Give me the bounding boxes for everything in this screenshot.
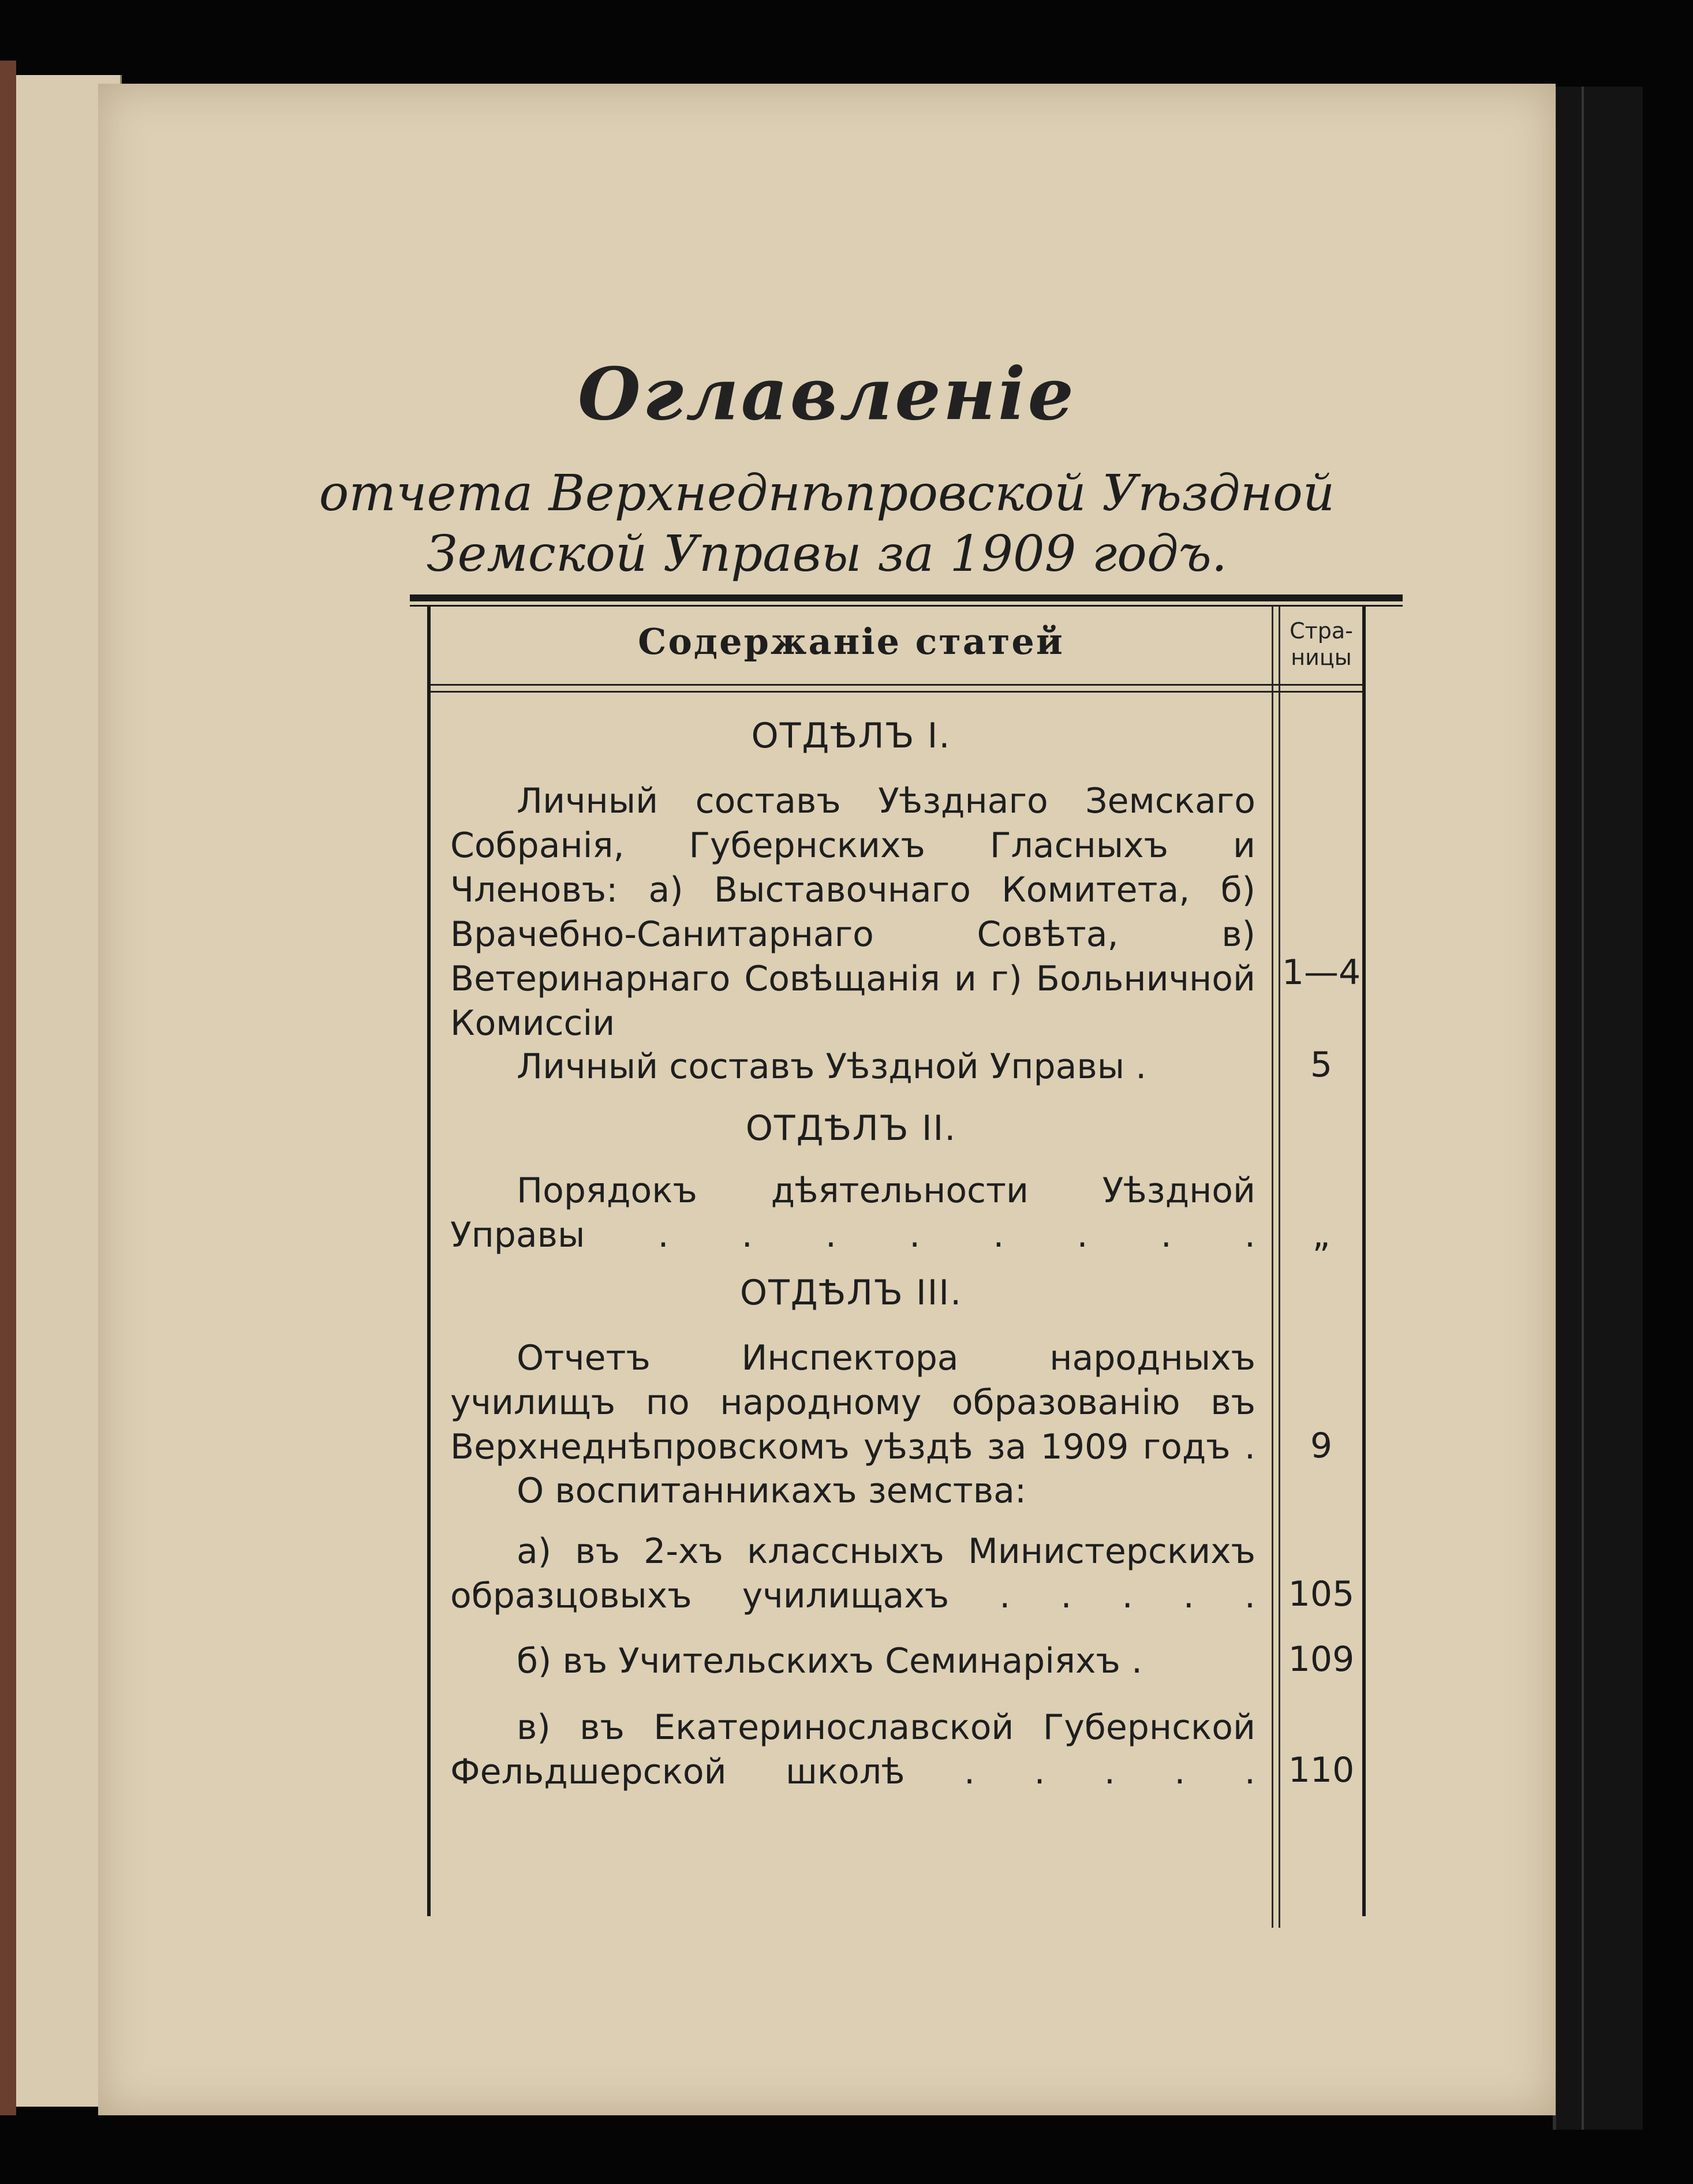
document-page: [98, 84, 1556, 2115]
entry-page: 5: [1310, 1045, 1333, 1085]
header-pages: Стра- ницы: [1290, 618, 1353, 670]
section-heading: ОТДѢЛЪ II.: [745, 1108, 957, 1149]
entry-page: 105: [1288, 1574, 1355, 1614]
entry-text: а) въ 2-хъ классныхъ Министерскихъ образцовыхъ училищахъ . . . . .: [450, 1531, 1255, 1616]
entry-page: 109: [1288, 1639, 1355, 1680]
entry-text: б) въ Учительскихъ Семинаріяхъ .: [517, 1641, 1143, 1681]
section-heading: ОТДѢЛЪ I.: [751, 716, 951, 756]
entry-page: 9: [1310, 1426, 1333, 1466]
section-heading: ОТДѢЛЪ III.: [739, 1273, 963, 1313]
toc-entry: [450, 1469, 1255, 1513]
toc-entry: [450, 1639, 1255, 1684]
entry-text: Отчетъ Инспектора народныхъ училищъ по народному образованію въ Верхнеднѣпровскомъ уѣздѣ за 1909 годъ .: [450, 1338, 1255, 1467]
toc-entry: [450, 1706, 1255, 1794]
entry-page: 110: [1288, 1750, 1355, 1790]
page-title: Оглавленіе: [578, 352, 1076, 436]
entry-text: Личный составъ Уѣздной Управы .: [517, 1046, 1147, 1087]
subtitle-line-1: отчета Верхнеднѣпровской Уѣздной: [319, 465, 1335, 522]
book-spine: [1553, 87, 1643, 2130]
spine-line: [1582, 87, 1584, 2130]
header-rule: [431, 684, 1362, 686]
subtitle-line-2: Земской Управы за 1909 годъ.: [426, 525, 1228, 583]
toc-entry: [450, 1045, 1255, 1089]
entry-text: Личный составъ Уѣзднаго Земскаго Собранія, Губернскихъ Гласныхъ и Членовъ: а) Выставочнаго Комитета, б) Врачебно-Санитарнаго Совѣта, в) Ветеринарнаго Совѣщанія и г) Больничной Комиссіи: [450, 781, 1255, 1044]
toc-entry: [450, 1336, 1255, 1469]
entry-page: „: [1312, 1215, 1331, 1255]
column-separator: [1272, 606, 1273, 1928]
table-top-rule-thin: [410, 605, 1403, 607]
table-top-rule: [410, 594, 1403, 601]
header-contents: Содержаніе статей: [638, 620, 1064, 663]
entry-text: Порядокъ дѣятельности Уѣздной Управы . . . . . . . .: [450, 1170, 1255, 1255]
table-left-border: [427, 606, 431, 1916]
toc-entry: [450, 779, 1255, 1046]
column-separator: [1279, 606, 1280, 1928]
toc-entry: [450, 1169, 1255, 1258]
header-rule: [431, 691, 1362, 693]
entry-text: в) въ Екатеринославской Губернской Фельдшерской школѣ . . . . .: [450, 1707, 1255, 1792]
entry-page: 1—4: [1281, 952, 1361, 993]
entry-text: О воспитанникахъ земства:: [517, 1471, 1027, 1511]
left-edge: [0, 61, 16, 2115]
table-right-border: [1362, 606, 1366, 1916]
toc-entry: [450, 1529, 1255, 1618]
